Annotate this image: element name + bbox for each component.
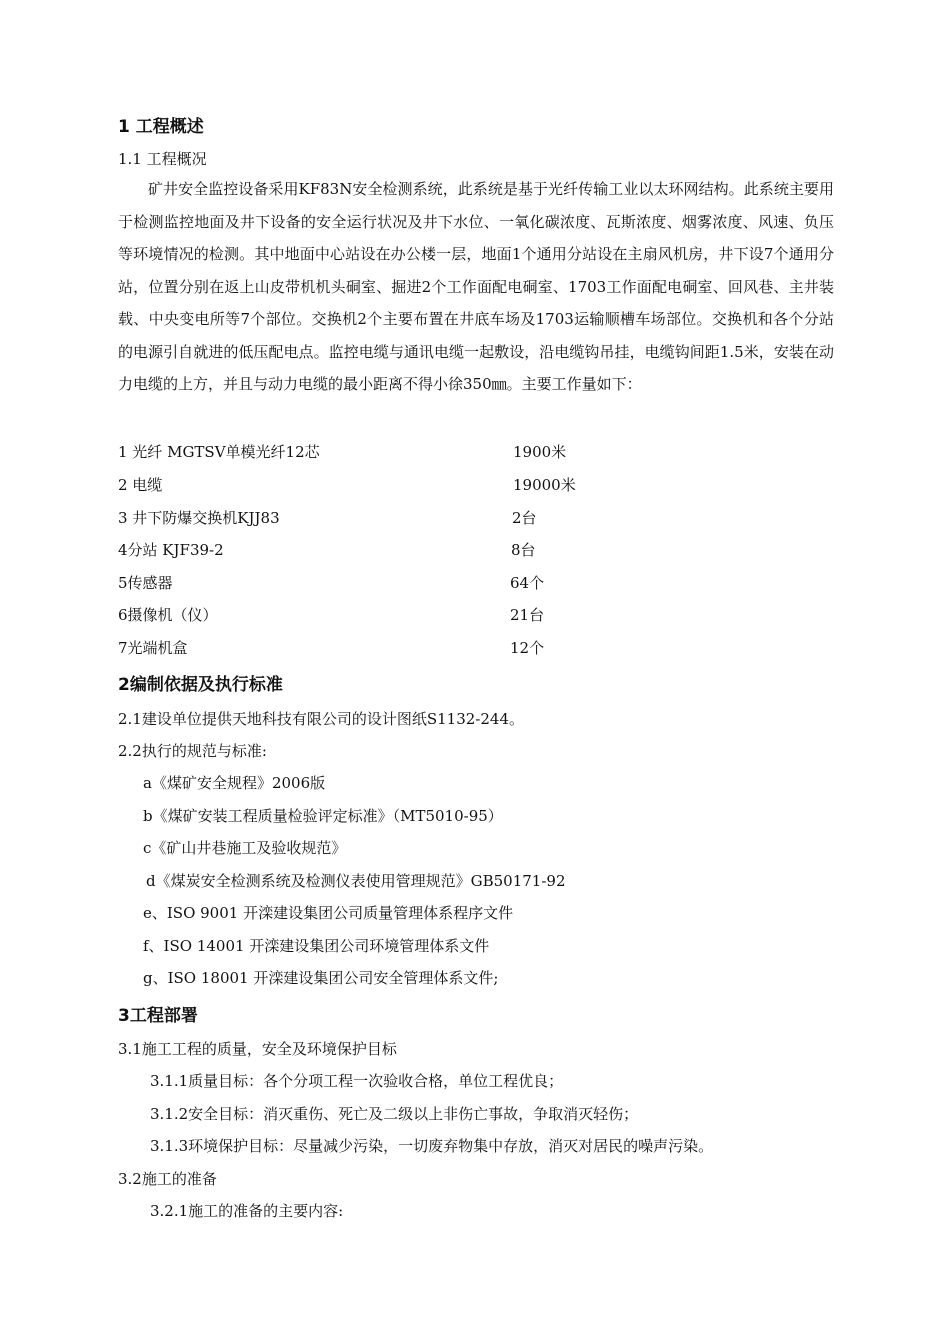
quantity-item-value: 2台 — [512, 509, 537, 527]
section-3-1-heading: 3.1施工工程的质量，安全及环境保护目标 — [118, 1040, 397, 1058]
quantity-item-value: 21台 — [510, 606, 545, 624]
quantity-item-name: 5传感器 — [118, 574, 173, 592]
quantity-item-name: 2 电缆 — [118, 476, 163, 494]
standard-item: f、ISO 14001 开滦建设集团公司环境管理体系文件 — [143, 937, 490, 955]
goal-item: 3.1.3环境保护目标：尽量减少污染，一切废弃物集中存放，消灭对居民的噪声污染。 — [150, 1137, 714, 1155]
section-1-1-heading: 1.1 工程概况 — [118, 150, 207, 168]
section-3-2-heading: 3.2施工的准备 — [118, 1170, 217, 1188]
standard-item: a《煤矿安全规程》2006版 — [143, 774, 326, 792]
goal-item: 3.1.1质量目标：各个分项工程一次验收合格，单位工程优良； — [150, 1072, 564, 1090]
section-2-2-heading: 2.2执行的规范与标准: — [118, 742, 267, 760]
quantity-item-name: 7光端机盒 — [118, 639, 188, 657]
quantity-item-value: 12个 — [510, 639, 545, 657]
section-3-2-1-heading: 3.2.1施工的准备的主要内容: — [150, 1202, 344, 1220]
section-3-title: 3工程部署 — [118, 1006, 198, 1026]
quantity-item-value: 19000米 — [513, 476, 576, 494]
quantity-item-name: 6摄像机（仪） — [118, 606, 218, 624]
standard-item: d《煤炭安全检测系统及检测仪表使用管理规范》GB50171-92 — [146, 872, 566, 890]
standard-item: c《矿山井巷施工及验收规范》 — [143, 839, 347, 857]
quantity-item-value: 64个 — [510, 574, 545, 592]
project-overview-paragraph — [118, 173, 834, 401]
quantity-item-value: 8台 — [511, 541, 536, 559]
standard-item: e、ISO 9001 开滦建设集团公司质量管理体系程序文件 — [143, 904, 514, 922]
quantity-item-name: 1 光纤 MGTSV单模光纤12芯 — [118, 443, 320, 461]
standard-item: g、ISO 18001 开滦建设集团公司安全管理体系文件; — [143, 969, 499, 987]
section-1-title: 1 工程概述 — [118, 117, 204, 137]
quantity-item-value: 1900米 — [513, 443, 567, 461]
goal-item: 3.1.2安全目标：消灭重伤、死亡及二级以上非伤亡事故，争取消灭轻伤； — [150, 1105, 639, 1123]
quantity-item-name: 4分站 KJF39-2 — [118, 541, 224, 559]
quantity-item-name: 3 井下防爆交换机KJJ83 — [118, 509, 280, 527]
overview-text: 矿井安全监控设备采用KF83N安全检测系统，此系统是基于光纤传输工业以太环网结构。此系统主要用于检测监控地面及井下设备的安全运行状况及井下水位、一氧化碳浓度、瓦斯浓度、烟雾浓度、风速、负压等环境情况的检测。其中地面中心站设在办公楼一层，地面1个通用分站设在主扇风机房，井下设7个通用分站，位置分别在返上山皮带机机头硐室、掘进2个工作面配电硐室、1703工作面配电硐室、回风巷、主井装载、中央变电所等7个部位。交换机2个主要布置在井底车场及1703运输顺槽车场部位。交换机和各个分站的电源引自就进的低压配电点。监控电缆与通讯电缆一起敷设，沿电缆钩吊挂，电缆钩间距1.5米，安装在动力电缆的上方，并且与动力电缆的最小距离不得小徐350㎜。主要工作量如下： — [118, 180, 834, 393]
standard-item: b《煤矿安装工程质量检验评定标准》（MT5010-95） — [143, 807, 503, 825]
section-2-1-text: 2.1建设单位提供天地科技有限公司的设计图纸S1132-244。 — [118, 710, 525, 728]
section-2-title: 2编制依据及执行标准 — [118, 675, 283, 695]
